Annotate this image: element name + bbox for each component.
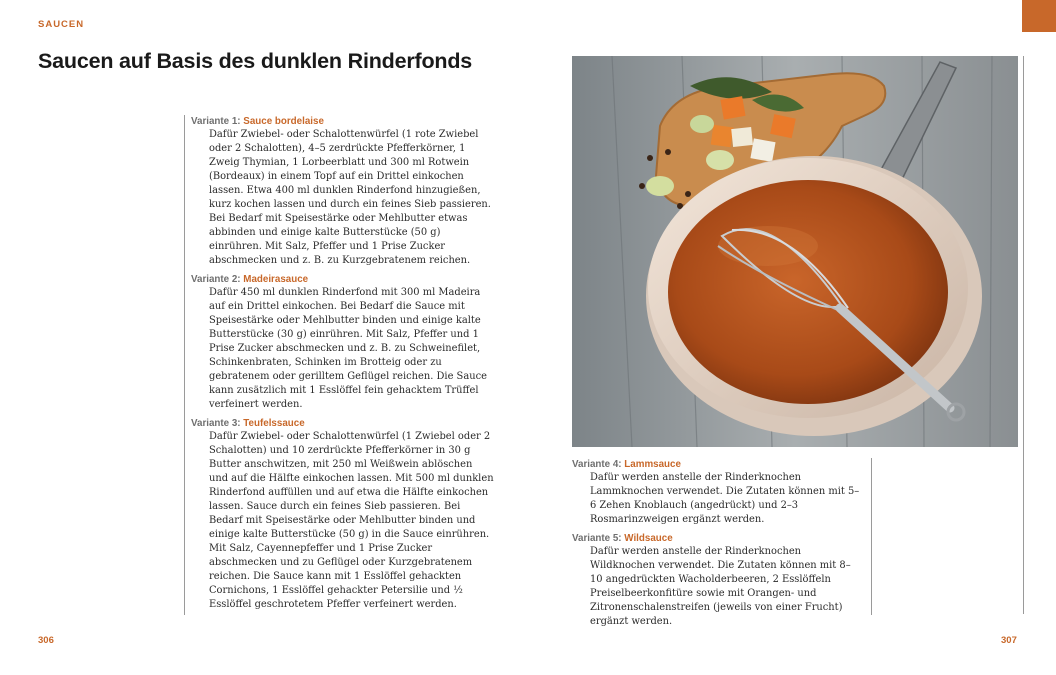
variant-1 — [191, 115, 494, 268]
variant-prefix: Variante 2: — [191, 274, 241, 285]
variant-prefix: Variante 4: — [572, 459, 622, 470]
page-number-right: 307 — [1001, 635, 1017, 646]
variant-prefix: Variante 1: — [191, 116, 241, 127]
variant-5 — [572, 532, 863, 629]
corner-tab — [1022, 0, 1056, 32]
right-rule — [1023, 56, 1024, 614]
sauce-photo — [572, 56, 1018, 447]
right-column — [572, 458, 872, 627]
variant-name: Sauce bordelaise — [243, 116, 324, 127]
variant-name: Teufelssauce — [243, 418, 305, 429]
left-column — [184, 115, 494, 615]
variant-4 — [572, 458, 863, 527]
variant-name: Wildsauce — [624, 533, 673, 544]
variant-3 — [191, 417, 494, 612]
page-number-left: 306 — [38, 635, 54, 646]
variant-name: Madeirasauce — [243, 274, 309, 285]
variant-name: Lammsauce — [624, 459, 681, 470]
variant-prefix: Variante 3: — [191, 418, 241, 429]
variant-prefix: Variante 5: — [572, 533, 622, 544]
variant-body: Dafür Zwiebel- oder Schalottenwürfel (1 Zwiebel oder 2 Schalotten) und 10 zerdrückte Pfefferkörner in 30 g Butter anschwitzen, mit 250 ml Weißwein ablöschen und auf die Hälfte einkochen lassen. Mit 500 ml dunklen Rinderfond auffüllen und auf etwa die Hälfte einkochen lassen. Sauce durch ein feines Sieb passieren. Bei Bedarf mit Speisestärke oder Mehlbutter binden und einige kalte Butterstücke (50 g) in die Sauce einrühren. Mit Salz, Cayennepfeffer und 1 Prise Zucker abschmecken und zu Geflügel oder Kurzgebratenem reichen. Die Sauce kann mit 1 Esslöffel gehackten Cornichons, 1 Esslöffel gehackter Petersilie und ½ Esslöffel geschrotetem Pfeffer verfeinert werden. — [209, 431, 494, 610]
variant-2 — [191, 273, 494, 412]
variant-body: Dafür werden anstelle der Rinderknochen Wildknochen verwendet. Die Zutaten können mit 8–10 angedrückten Wacholderbeeren, 2 Esslöffeln Preiselbeerkonfitüre sowie mit Orangen- und Zitronenschalenstreifen (jeweils von einer Frucht) ergänzt werden. — [590, 546, 851, 627]
section-label: SAUCEN — [38, 19, 85, 30]
photo-illustration — [572, 56, 1018, 447]
variant-body: Dafür Zwiebel- oder Schalottenwürfel (1 rote Zwiebel oder 2 Schalotten), 4–5 zerdrückte Pfefferkörner, 1 Zweig Thymian, 1 Lorbeerblatt und 300 ml Rotwein (Bordeaux) in einem Topf auf ein Drittel einkochen lassen. Etwa 400 ml dunklen Rinderfond hinzugießen, kurz kochen lassen und durch ein feines Sieb passieren. Bei Bedarf mit Speisestärke oder Mehlbutter etwas abbinden und einige kalte Butterstücke (50 g) einrühren. Mit Salz, Pfeffer und 1 Prise Zucker abschmecken und z. B. zu Kurzgebratenem reichen. — [209, 129, 491, 266]
variant-body: Dafür werden anstelle der Rinderknochen Lammknochen verwendet. Die Zutaten können mit 5–6 Zehen Knoblauch (angedrückt) und 2–3 Rosmarinzweigen ergänzt werden. — [590, 472, 860, 525]
variant-body: Dafür 450 ml dunklen Rinderfond mit 300 ml Madeira auf ein Drittel einkochen. Bei Bedarf die Sauce mit Speisestärke oder Mehlbutter binden und einige kalte Butterstücke (30 g) einrühren. Mit Salz, Pfeffer und 1 Prise Zucker abschmecken und z. B. zu Schweinefilet, Schinkenbraten, Schinken im Brotteig oder zu gebratenem oder gerilltem Geflügel reichen. Die Sauce kann zusätzlich mit 1 Esslöffel fein gehacktem Trüffel verfeinert werden. — [209, 287, 487, 410]
page-title: Saucen auf Basis des dunklen Rinderfonds — [38, 49, 473, 73]
